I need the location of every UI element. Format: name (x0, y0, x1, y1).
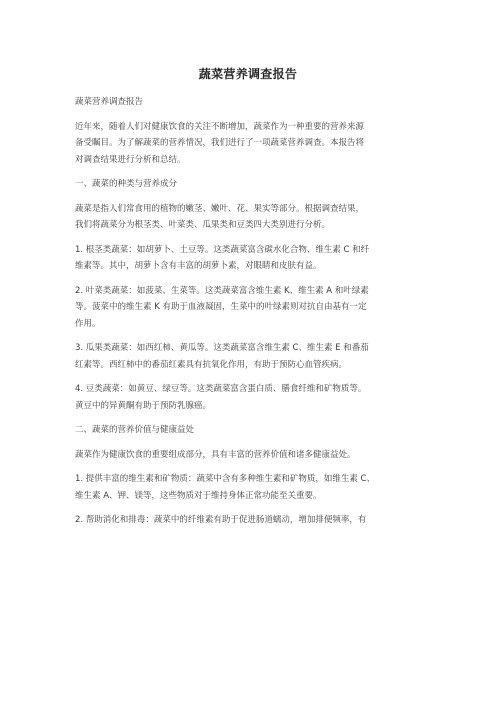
section-heading (75, 422, 420, 439)
text-line: 1. 根茎类蔬菜：如胡萝卜、土豆等。这类蔬菜富含碳水化合物、维生素 C 和纤 (75, 244, 370, 255)
list-item (75, 471, 420, 504)
text-line: 备受瞩目。为了解蔬菜的营养情况，我们进行了一项蔬菜营养调查。本报告将 (75, 138, 365, 148)
text-line: 3. 瓜果类蔬菜：如西红柿、黄瓜等。这类蔬菜富含维生素 C、维生素 E 和番茄 (75, 343, 369, 353)
list-item (75, 283, 420, 333)
text-line: 黄豆中的异黄酮有助于预防乳腺癌。 (75, 400, 212, 411)
text-line: 一、蔬菜的种类与营养成分 (75, 179, 178, 189)
text-line: 蔬菜是指人们常食用的植物的嫩茎、嫩叶、花、果实等部分。根据调查结果， (75, 203, 365, 214)
text-line: 对调查结果进行分析和总结。 (75, 154, 186, 165)
text-line: 1. 提供丰富的维生素和矿物质：蔬菜中含有多种维生素和矿物质，如维生素 C、 (75, 474, 375, 484)
text-line: 2. 帮助消化和排毒：蔬菜中的纤维素有助于促进肠道蠕动，增加排便频率，有 (75, 515, 367, 525)
list-item (75, 242, 420, 275)
text-line: 2. 叶菜类蔬菜：如菠菜、生菜等。这类蔬菜富含维生素 K、维生素 A 和叶绿素 (75, 285, 369, 296)
text-line: 维生素 A、钾、镁等，这些物质对于维持身体正常功能至关重要。 (75, 490, 322, 501)
list-item (75, 340, 420, 373)
section-heading (75, 176, 420, 193)
text-line: 维素等。其中，胡萝卜含有丰富的胡萝卜素，对眼睛和皮肤有益。 (75, 261, 322, 271)
text-line: 近年来，随着人们对健康饮食的关注不断增加，蔬菜作为一种重要的营养来源 (75, 121, 365, 132)
text-line: 二、蔬菜的营养价值与健康益处 (75, 425, 195, 435)
text-line: 红素等。西红柿中的番茄红素具有抗氧化作用，有助于预防心血管疾病。 (75, 359, 348, 370)
text-line: 我们将蔬菜分为根茎类、叶菜类、瓜果类和豆类四大类别进行分析。 (75, 220, 331, 230)
text-line: 等。菠菜中的维生素 K 有助于血液凝固，生菜中的叶绿素则对抗自由基有一定 (75, 302, 367, 312)
list-item (75, 381, 420, 414)
document-title: 蔬菜营养调查报告 (198, 67, 298, 81)
paragraph (75, 94, 420, 111)
document-body (75, 94, 420, 529)
text-line: 4. 豆类蔬菜：如黄豆、绿豆等。这类蔬菜富含蛋白质、膳食纤维和矿物质等。 (75, 384, 367, 394)
paragraph (75, 447, 420, 464)
paragraph (75, 201, 420, 234)
text-line: 蔬菜营养调查报告 (75, 97, 144, 107)
paragraph (75, 119, 420, 169)
text-line: 蔬菜作为健康饮食的重要组成部分，具有丰富的营养价值和诸多健康益处。 (75, 449, 356, 460)
text-line: 作用。 (75, 318, 101, 329)
list-item (75, 512, 420, 529)
